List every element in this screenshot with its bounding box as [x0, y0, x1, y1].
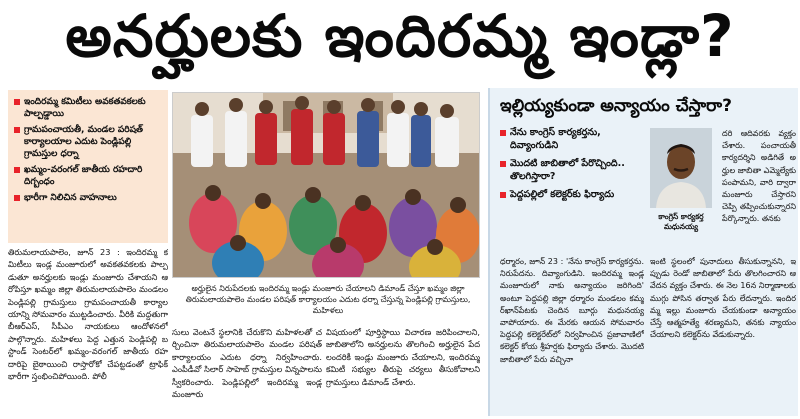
photo-caption: అర్హులైన నిరుపేదలకు ఇందిరమ్మ ఇండ్లు మంజూరు చేయాలని డిమాండ్ చేస్తూ ఖమ్మం జిల్లా తిరుమలాయపాలెం మండల పరిషత్ కార్యాలయం ఎదుట ధర్నా చేస్తున్న పెండ్లిపల్లి గ్రామస్తులు, మహిళలు: [185, 284, 471, 315]
bullet-icon: [14, 167, 20, 173]
highlight-item: [14, 192, 162, 204]
headline: అనర్హులకు ఇందిరమ్మ ఇండ్లా?: [65, 1, 735, 70]
sidebar-highlight-text: పెద్దపల్లిలో కలెక్టర్‌కు ఫిర్యాదు: [510, 189, 615, 200]
sidebar-highlight-item: [500, 157, 650, 183]
bullet-icon: [14, 195, 20, 201]
bullet-icon: [14, 127, 20, 133]
highlight-text: ఇందిరమ్మ కమిటీలు అవకతవకలకు పాల్పడ్డాయి: [24, 97, 146, 119]
person-portrait-illustration: [650, 128, 712, 208]
sidebar-column-b: ఇంటి స్థలంలో పునాదులు తీసుకున్నానని, ఇప్పుడు రెండో జాబితాలో పేరు తొలగించారని ఆవేదన వ్యక్తం చేశారు. ఈ నెల 16న నిర్మాణాలకు ముగ్గు పోసిన తర్వాత పేరు లేదన్నారు. ఇందిరమ్మ ఇల్లు మంజూరు చేయకుండా అన్యాయం చేస్తే ఆత్మహత్యే శరణ్యమని, తనకు న్యాయం చేయాలని కలెక్టర్‌ను వేడుకున్నారు.: [650, 257, 796, 340]
highlight-text: గ్రామపంచాయతీ, మండల పరిషత్ కార్యాలయాల ఎదుట పెండ్లిపల్లి గ్రామస్తుల ధర్నా: [24, 125, 144, 159]
highlight-text: భారీగా నిలిచిన వాహనాలు: [24, 193, 117, 203]
bullet-icon: [14, 99, 20, 105]
sidebar-highlight-item: [500, 126, 650, 152]
sidebar-highlight-item: [500, 188, 650, 201]
highlights-box: [8, 90, 168, 243]
bullet-icon: [500, 130, 506, 136]
bullet-icon: [500, 192, 506, 198]
highlight-item: [14, 124, 162, 160]
sidebar-highlight-text: మొదటి జాబితాలో పేరొచ్చింది.. తొలగిస్తారా?: [510, 158, 625, 182]
article-column-mid-1: సులు వెంటనే స్థలానికి చేరుకొని మహిళలతో చర్చించినా తిరుమలాయపాలెం మండల పరిషత్ కార్యాలయం ఎదుట ధర్నా నిర్వహించారు. ఎంపీడీవో సిలార్ సాహెబ్ గ్రామస్తుల విన్నపాలను స్వీకరించారు. పెండ్లిపల్లిలో ఇందిరమ్మ ఇండ్ల మంజూరు: [172, 327, 322, 400]
sidebar-highlights: [500, 126, 650, 256]
highlight-item: [14, 96, 162, 120]
sidebar-story: [488, 88, 798, 416]
sidebar-highlight-text: నేను కాంగ్రెస్ కార్యకర్తను, దివ్యాంగుడిని: [510, 127, 601, 151]
article-column-left: తిరుమలాయపాలెం, జూన్ 23 : ఇందిరమ్మ కమిటీలు ఇండ్ల మంజూరులో అవకతవకలకు పాల్పడుతూ అనర్హులకు ఇండ్లు మంజూరు చేశాయని ఆరోపిస్తూ ఖమ్మం జిల్లా తిరుమలాయపాలెం మండలం పెండ్లిపల్లి గ్రామస్తులు గ్రామపంచాయతీ కార్యాలయాన్ని సోమవారం ముట్టడించారు. వీరికి మద్దతుగా బీఆర్ఎస్, సీపీఎం నాయకులు ఆందోళనలో పాల్గొన్నారు. మహిళలు పెద్ద ఎత్తున పెండ్లిపల్లి బస్టాండ్ సెంటర్‌లో ఖమ్మం-వరంగల్ జాతీయ రహదారిపై బైఠాయించి రాస్తారోకో చేపట్టడంతో ట్రాఫిక్ భారీగా స్తంభించిపోయింది. పోలీ: [8, 247, 168, 382]
bullet-icon: [500, 161, 506, 167]
protest-photo-illustration: [173, 93, 480, 278]
portrait-photo: [650, 128, 712, 208]
sidebar-column-side: దరి ఆదివరకు వ్యక్తం చేశారు. పంచాయతీ కార్యదర్శిని అడిగితే అర్హుల జాబితా ఎమ్మెల్యేకు పంపామని, వారి ద్వారా మంజూరు చేస్తారని చెప్పి తప్పించుకున్నారని పేర్కొన్నారు. తనకు: [722, 129, 796, 224]
highlight-item: [14, 164, 162, 188]
highlight-text: ఖమ్మం-వరంగల్ జాతీయ రహదారి దిగ్బంధం: [24, 165, 143, 187]
sidebar-story-title: ఇల్లియ్యకుండా అన్యాయం చేస్తారా?: [500, 96, 732, 116]
sidebar-column-a: ధర్మారం, జూన్ 23 : 'నేను కాంగ్రెస్ కార్యకర్తను. నిరుపేదను. దివ్యాంగుడిని. ఇందిరమ్మ ఇండ్ల మంజూరులో నాకు అన్యాయం జరిగింది' అంటూ పెద్దపల్లి జిల్లా ధర్మారం మండలం కమ్మర్‌ఖాన్‌పేటకు చెందిన బూర్గు మధునయ్య వాపోయారు. ఈ మేరకు ఆయన సోమవారం పెద్దపల్లి కలెక్టరేట్‌లో నిర్వహించిన ప్రజావాణిలో కలెక్టర్ కోయ శ్రీహర్షకు ఫిర్యాదు చేశారు. మొదటి జాబితాలో పేరు వచ్చినా: [500, 257, 644, 364]
portrait-caption: కాంగ్రెస్ కార్యకర్త మధునయ్య: [658, 212, 704, 231]
protest-photo: [172, 92, 480, 278]
article-column-mid-2: విషయంలో పూర్తిస్థాయి విచారణ జరిపించాలని, జాబితాలోని అనర్హులను తొలగించి అర్హులైన పేదలందరికీ ఇండ్లు మంజూరు చేయాలని, ఇందిరమ్మ కమిటీ సభ్యుల తీరుపై చర్యలు తీసుకోవాలని గ్రామస్తులు డిమాండ్ చేశారు.: [326, 327, 480, 387]
